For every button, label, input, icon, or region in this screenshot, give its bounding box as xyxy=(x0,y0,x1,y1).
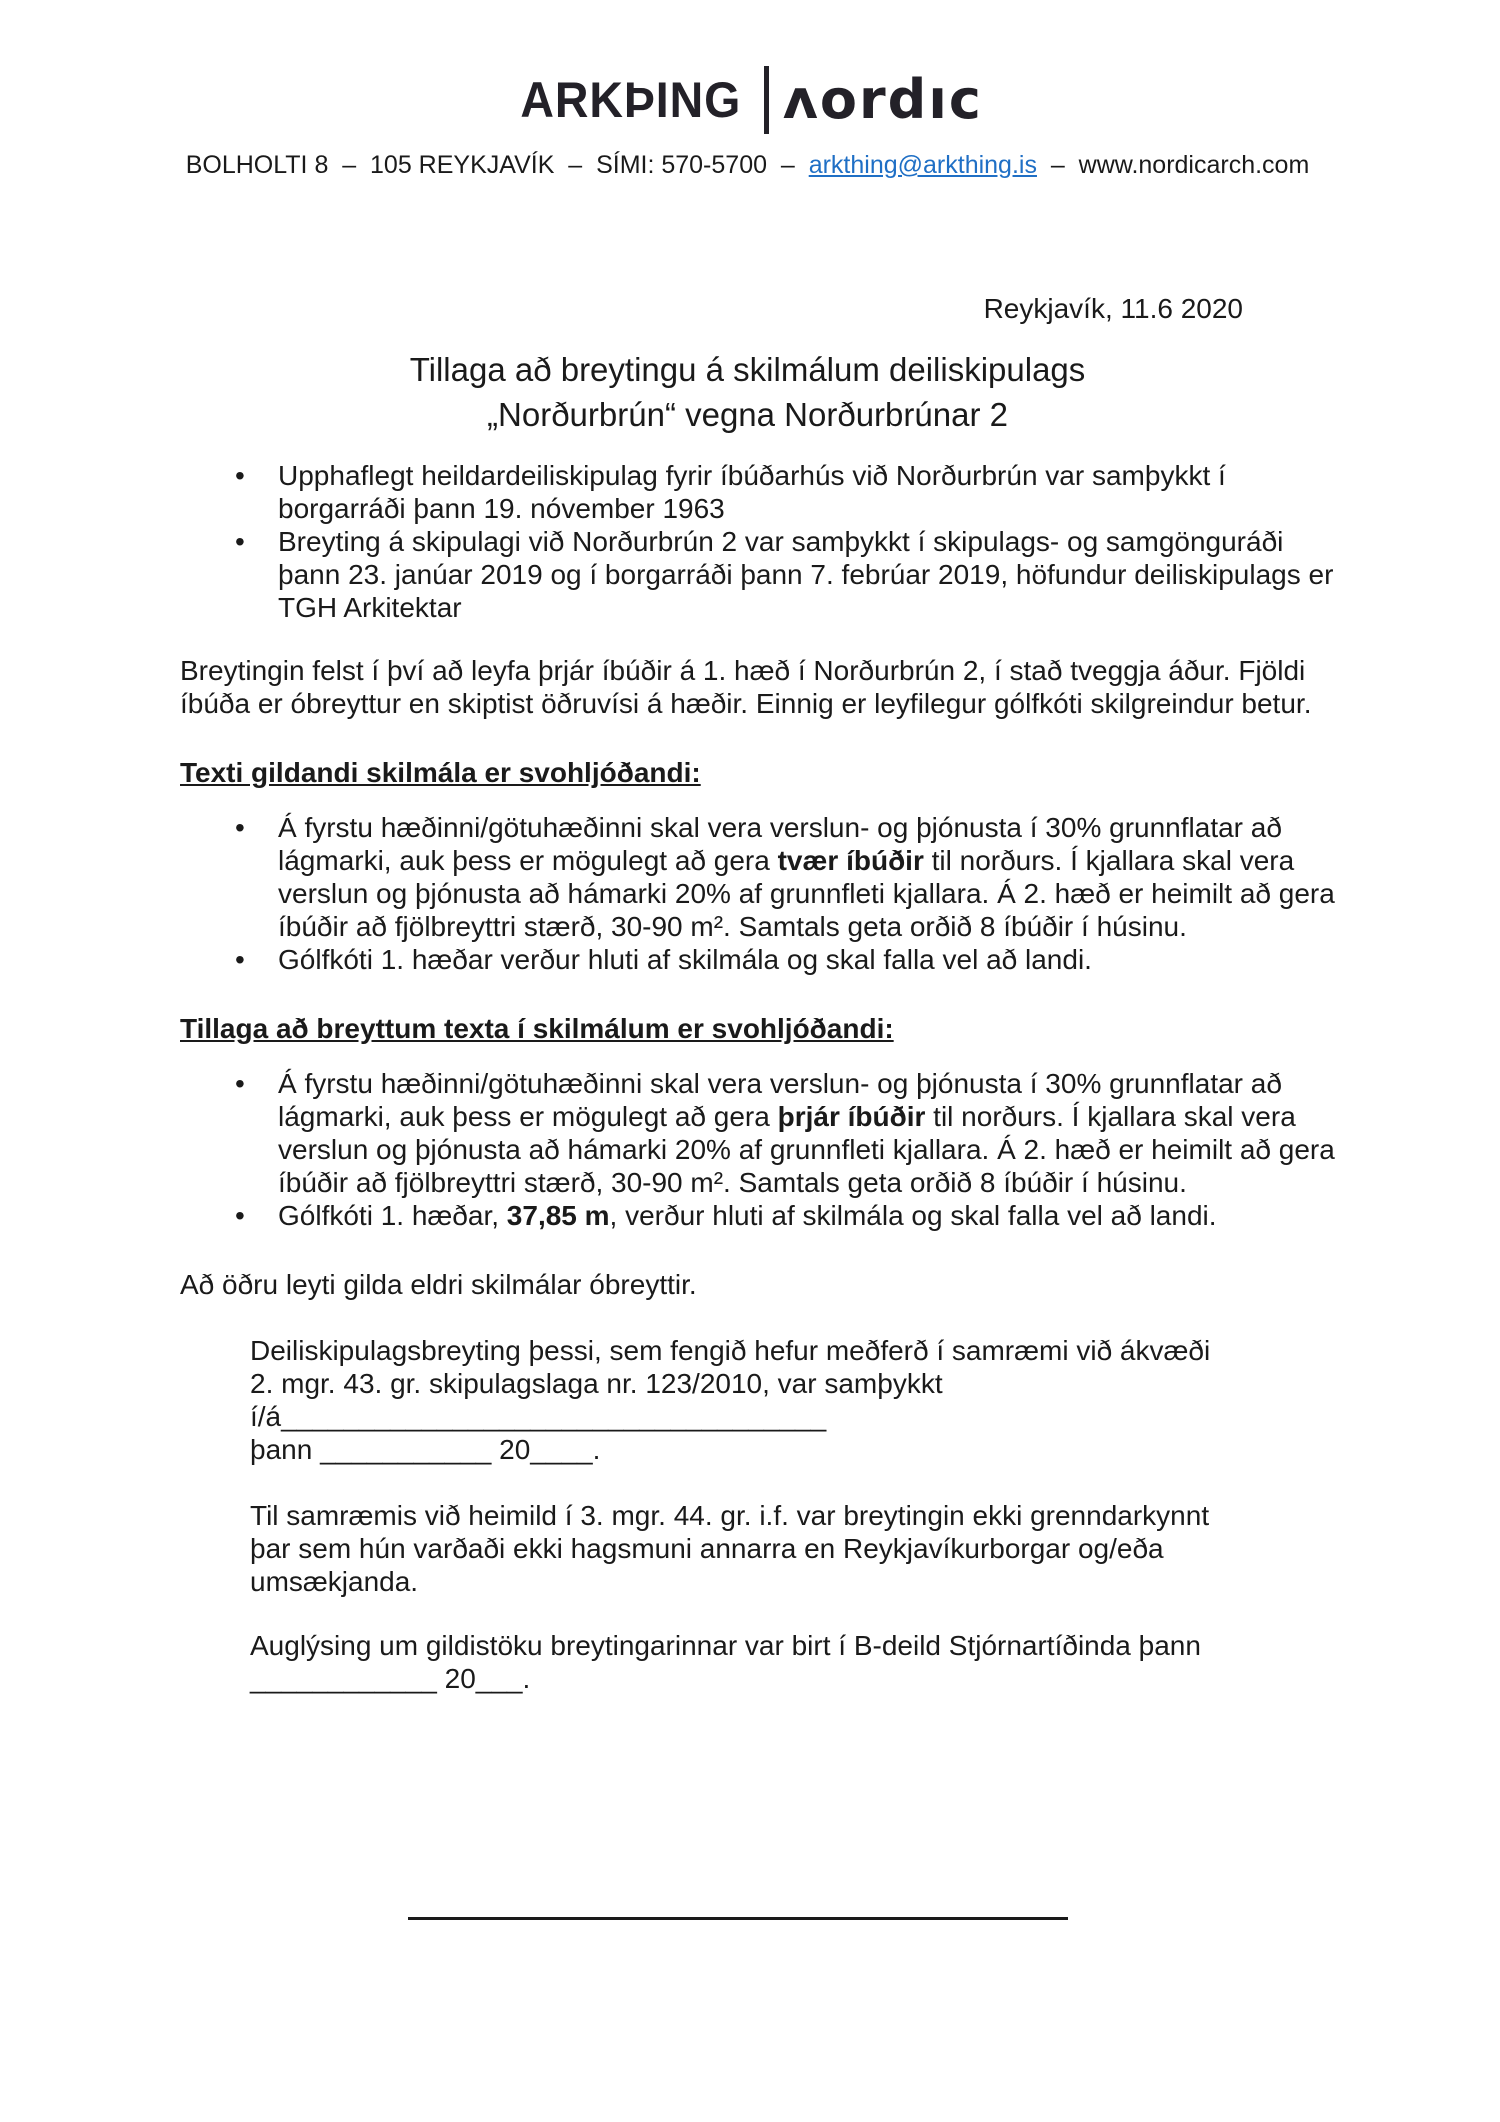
fill-in-line-date: þann ___________ 20____. xyxy=(250,1434,601,1465)
publication-paragraph xyxy=(250,1629,1315,1695)
bullet-item xyxy=(180,459,1315,525)
signature-line xyxy=(408,1917,1068,1920)
bullet-text-line: • Á fyrstu hæðinni/götuhæðinni skal vera verslun- og þjónusta í 30% grunnflatar að xyxy=(278,1068,1282,1099)
bullet-text-line: • Upphaflegt heildardeiliskipulag fyrir íbúðarhús við Norðurbrún var samþykkt í xyxy=(278,460,1226,491)
paragraph-line: umsækjanda. xyxy=(250,1566,419,1597)
company-logo xyxy=(180,58,1315,142)
bullet-text-line: íbúðir að fjölbreyttri stærð, 30-90 m². Samtals geta orðið 8 íbúðir í húsinu. xyxy=(278,911,1187,942)
logo-nordic-wordmark: ʌordıc xyxy=(782,68,983,131)
bullet-text-line: • Gólfkóti 1. hæðar verður hluti af skilmála og skal falla vel að landi. xyxy=(278,944,1092,975)
fill-in-line-publication-date: ____________ 20___. xyxy=(250,1663,531,1694)
current-terms-heading: Texti gildandi skilmála er svohljóðandi: xyxy=(180,757,701,788)
approval-block xyxy=(250,1334,1315,1466)
paragraph-line: Breytingin felst í því að leyfa þrjár íbúðir á 1. hæð í Norðurbrún 2, í stað tveggja áður. Fjöldi xyxy=(180,655,1306,686)
bold-text-segment: þrjár íbúðir xyxy=(777,1101,926,1132)
proposed-terms-heading: Tillaga að breyttum texta í skilmálum er svohljóðandi: xyxy=(180,1013,894,1044)
paragraph-line: Til samræmis við heimild í 3. mgr. 44. gr. i.f. var breytingin ekki grenndarkynnt xyxy=(250,1500,1210,1531)
intro-bullet-list xyxy=(180,459,1334,624)
date-line xyxy=(180,292,1315,325)
bullet-item xyxy=(180,525,1334,624)
contact-line xyxy=(180,150,1315,180)
logo-arkthing-wordmark: ARKÞING xyxy=(520,72,742,128)
text-segment: lágmarki, auk þess er mögulegt að gera xyxy=(278,1101,778,1132)
paragraph-line: þar sem hún varðaði ekki hagsmuni annarra en Reykjavíkurborgar og/eða xyxy=(250,1533,1164,1564)
bullet-text-line: • Breyting á skipulagi við Norðurbrún 2 var samþykkt í skipulags- og samgönguráði xyxy=(278,526,1284,557)
bold-text-segment: tvær íbúðir xyxy=(777,845,924,876)
bullet-text-line: verslun og þjónusta að hámarki 20% af grunnfleti kjallara. Á 2. hæð er heimilt að gera xyxy=(278,878,1335,909)
text-segment: lágmarki, auk þess er mögulegt að gera xyxy=(278,845,778,876)
bullet-item xyxy=(180,943,1315,976)
proposed-terms-list xyxy=(180,1067,1335,1232)
bullet-text-line: borgarráði þann 19. nóvember 1963 xyxy=(278,493,725,524)
contact-website: – www.nordicarch.com xyxy=(1036,151,1310,179)
bullet-item xyxy=(180,1067,1335,1199)
bullet-text-line xyxy=(278,1100,1315,1133)
paragraph-line: íbúða er óbreyttur en skiptist öðruvísi á hæðir. Einnig er leyfilegur gólfkóti skilgreindur betur. xyxy=(180,688,1312,719)
bullet-item xyxy=(180,811,1335,943)
current-terms-list xyxy=(180,811,1335,976)
intro-paragraph xyxy=(180,654,1315,720)
title-line-1: Tillaga að breytingu á skilmálum deiliskipulags xyxy=(409,351,1086,388)
consultation-paragraph xyxy=(250,1499,1315,1598)
fill-in-line-place: í/á___________________________________ xyxy=(250,1401,827,1432)
contact-address: BOLHOLTI 8 – 105 REYKJAVÍK – SÍMI: 570-5700 – xyxy=(185,151,809,179)
text-segment: til norðurs. Í kjallara skal vera xyxy=(925,1101,1296,1132)
other-terms-paragraph: Að öðru leyti gilda eldri skilmálar óbreyttir. xyxy=(180,1269,697,1300)
bullet-text-line: TGH Arkitektar xyxy=(278,592,462,623)
text-segment: til norðurs. Í kjallara skal vera xyxy=(923,845,1295,876)
bullet-text-line xyxy=(278,844,1315,877)
bullet-text-line: þann 23. janúar 2019 og í borgarráði þann 7. febrúar 2019, höfundur deiliskipulags er xyxy=(278,559,1334,590)
bold-text-segment: 37,85 m xyxy=(506,1200,610,1231)
email-link[interactable]: arkthing@arkthing.is xyxy=(808,151,1037,179)
title-line-2: „Norðurbrún“ vegna Norðurbrúnar 2 xyxy=(487,396,1008,433)
bullet-text-line: íbúðir að fjölbreyttri stærð, 30-90 m². Samtals geta orðið 8 íbúðir í húsinu. xyxy=(278,1167,1187,1198)
text-segment: , verður hluti af skilmála og skal falla vel að landi. xyxy=(609,1200,1217,1231)
paragraph-line: 2. mgr. 43. gr. skipulagslaga nr. 123/2010, var samþykkt xyxy=(250,1368,943,1399)
paragraph-line: Deiliskipulagsbreyting þessi, sem fengið hefur meðferð í samræmi við ákvæði xyxy=(250,1335,1211,1366)
bullet-text-line xyxy=(278,1199,1315,1232)
place-and-date: Reykjavík, 11.6 2020 xyxy=(983,293,1243,324)
bullet-item xyxy=(180,1199,1315,1232)
paragraph-line: Auglýsing um gildistöku breytingarinnar var birt í B-deild Stjórnartíðinda þann xyxy=(250,1630,1201,1661)
logo-divider-bar xyxy=(764,66,769,134)
document-title xyxy=(180,347,1315,437)
text-segment: Gólfkóti 1. hæðar, xyxy=(278,1200,507,1231)
bullet-text-line: • Á fyrstu hæðinni/götuhæðinni skal vera verslun- og þjónusta í 30% grunnflatar að xyxy=(278,812,1282,843)
bullet-text-line: verslun og þjónusta að hámarki 20% af grunnfleti kjallara. Á 2. hæð er heimilt að gera xyxy=(278,1134,1335,1165)
